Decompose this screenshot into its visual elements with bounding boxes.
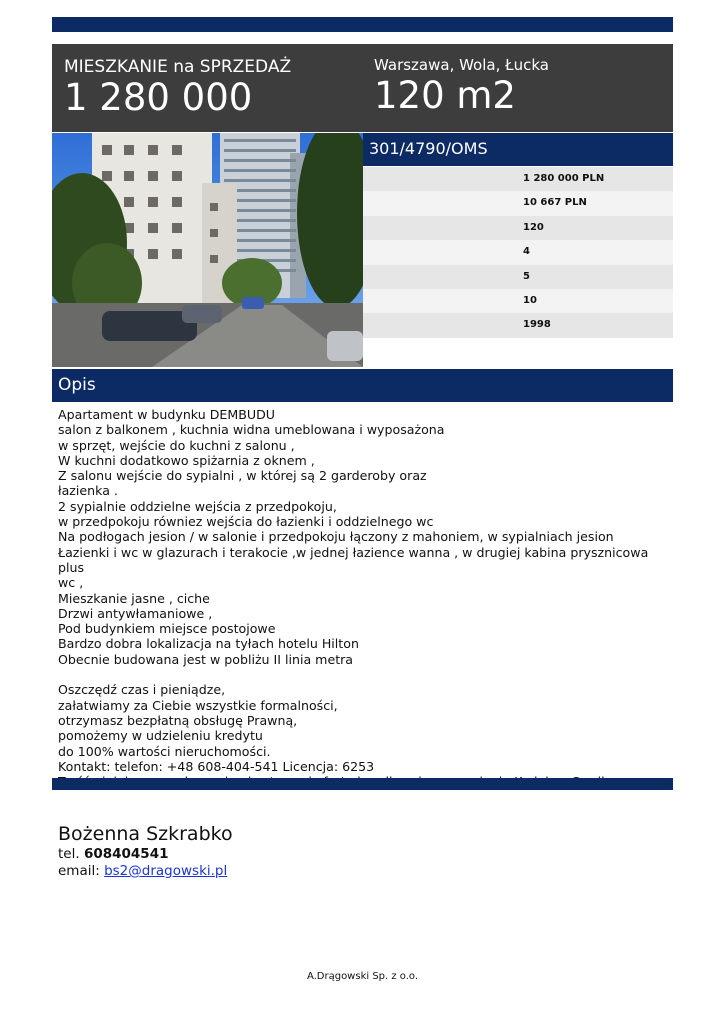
bottom-bar — [52, 778, 673, 790]
detail-value: 1 280 000 PLN — [523, 173, 605, 184]
agent-phone: 608404541 — [83, 846, 169, 862]
email-label: email: — [58, 863, 105, 879]
details-row — [363, 265, 673, 289]
detail-value: 1998 — [523, 319, 551, 331]
description-heading: Opis — [58, 375, 96, 395]
listing-price: 1 280 000 — [64, 76, 253, 119]
agent-email-line — [58, 863, 233, 880]
description-heading-bar — [52, 369, 673, 402]
detail-value: 10 667 PLN — [523, 197, 587, 209]
agent-email-link[interactable]: bs2@dragowski.pl — [104, 863, 228, 879]
details-table — [363, 167, 673, 338]
reference-bar — [363, 133, 673, 166]
details-row — [363, 216, 673, 240]
listing-area: 120 m2 — [374, 74, 516, 117]
top-bar — [52, 17, 673, 32]
phone-label: tel. — [58, 846, 84, 862]
agent-phone-line — [58, 846, 233, 863]
details-row — [363, 191, 673, 215]
details-row — [363, 240, 673, 264]
footer-company: A.Drągowski Sp. z o.o. — [306, 971, 419, 982]
detail-value: 10 — [523, 294, 537, 306]
listing-type: MIESZKANIE na SPRZEDAŻ — [64, 57, 292, 77]
listing-header — [52, 44, 673, 132]
listing-location: Warszawa, Wola, Łucka — [374, 56, 549, 74]
agent-name: Bożenna Szkrabko — [58, 823, 233, 845]
details-row — [363, 313, 673, 337]
reference-number: 301/4790/OMS — [369, 139, 488, 158]
detail-value: 120 — [523, 221, 544, 233]
details-row — [363, 167, 673, 191]
detail-value: 5 — [523, 270, 530, 282]
details-row — [363, 289, 673, 313]
property-photo-image — [52, 133, 363, 367]
property-photo — [52, 133, 363, 367]
description-text: Apartament w budynku DEMBUDU salon z balkonem , kuchnia widna umeblowana i wyposażona w sprzęt, wejście do kuchni z salonu , W kuchni dodatkowo spiżarnia z oknem , Z salonu wejście do sypialni , w której są 2 garderoby oraz łazienka . 2 sypialnie oddzielne wejścia z przedpokoju, w przedpokoju równiez wejścia do łazienki i oddzielnego wc Na podłogach jesion / w salonie i przedpokoju łączony z mahoniem, w sypialniach jesion Łazienki i wc w glazurach i terakocie ,w jednej łazience wanna , w drugiej kabina prysznicowa plus wc , Mieszkanie jasne , ciche Drzwi antywłamaniowe , Pod budynkiem miejsce postojowe Bardzo dobra lokalizacja na tyłach hotelu Hilton Obecnie budowana jest w pobliżu II linia metra Oszczędź czas i pieniądze, załatwiamy za Ciebie wszystkie formalności, otrzymasz bezpłatną obsługę Prawną, pomożemy w udzieleniu kredytu do 100% wartości nieruchomości. Kontakt: telefon: +48 608-404-541 Licencja: 6253 — [58, 407, 649, 774]
agent-contact — [58, 822, 233, 880]
detail-value: 4 — [523, 246, 530, 258]
